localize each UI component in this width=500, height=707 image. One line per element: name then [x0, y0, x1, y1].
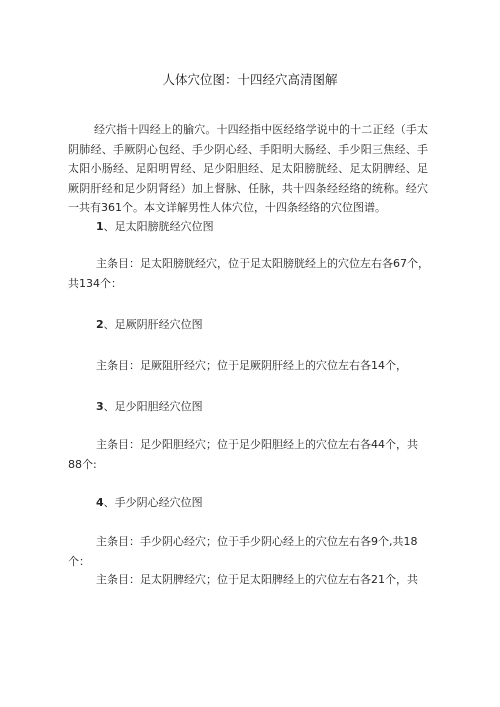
document-title: 人体穴位图：十四经穴高清图解 [162, 72, 338, 87]
section-heading-text: 、足少阳胆经穴位图 [103, 400, 203, 413]
section-heading-4 [96, 493, 436, 513]
section-heading-text: 、手少阴心经穴位图 [103, 496, 203, 509]
section-body-4: 主条目：手少阴心经穴；位于手少阴心经上的穴位左右各9个,共18个： [68, 535, 418, 568]
section-number: 3 [96, 400, 104, 413]
section-body-1: 主条目：足太阳膀胱经穴，位于足太阳膀胱经上的穴位左右各67个，共134个： [68, 257, 429, 290]
intro-paragraph: 经穴指十四经上的腧穴。十四经指中医经络学说中的十二正经（手太阴肺经、手厥阴心包经、手少阴心经、手阳明大肠经、手少阳三焦经、手太阳小肠经、足阳明胃经、足少阳胆经、足太阳膀胱经、足太阴脾经、足厥阴肝经和足少阴肾经）加上督脉、任脉，共十四条经经络的统称。经穴一共有361个。本文详解男性人体穴位，十四条经络的穴位图谱。 [68, 123, 428, 214]
section-heading-text: 、足太阳膀胱经穴位图 [103, 220, 214, 233]
section-heading-1 [96, 217, 436, 237]
section-body-2: 主条目：足厥阻肝经穴；位于足厥阴肝经上的穴位左右各14个， [96, 359, 407, 372]
section-number: 1 [96, 220, 104, 233]
section-number: 2 [96, 318, 104, 331]
section-heading-text: 、足厥阴肝经穴位图 [103, 318, 203, 331]
section-heading-3 [96, 397, 436, 417]
section-heading-2 [96, 315, 436, 335]
section-number: 4 [96, 496, 104, 509]
section-body-3: 主条目：足少阳胆经穴；位于足少阳胆经上的穴位左右各44个，共88个: [68, 438, 418, 471]
trailing-body: 主条目：足太阴脾经穴；位于足太阳脾经上的穴位左右各21个，共 [96, 573, 418, 586]
